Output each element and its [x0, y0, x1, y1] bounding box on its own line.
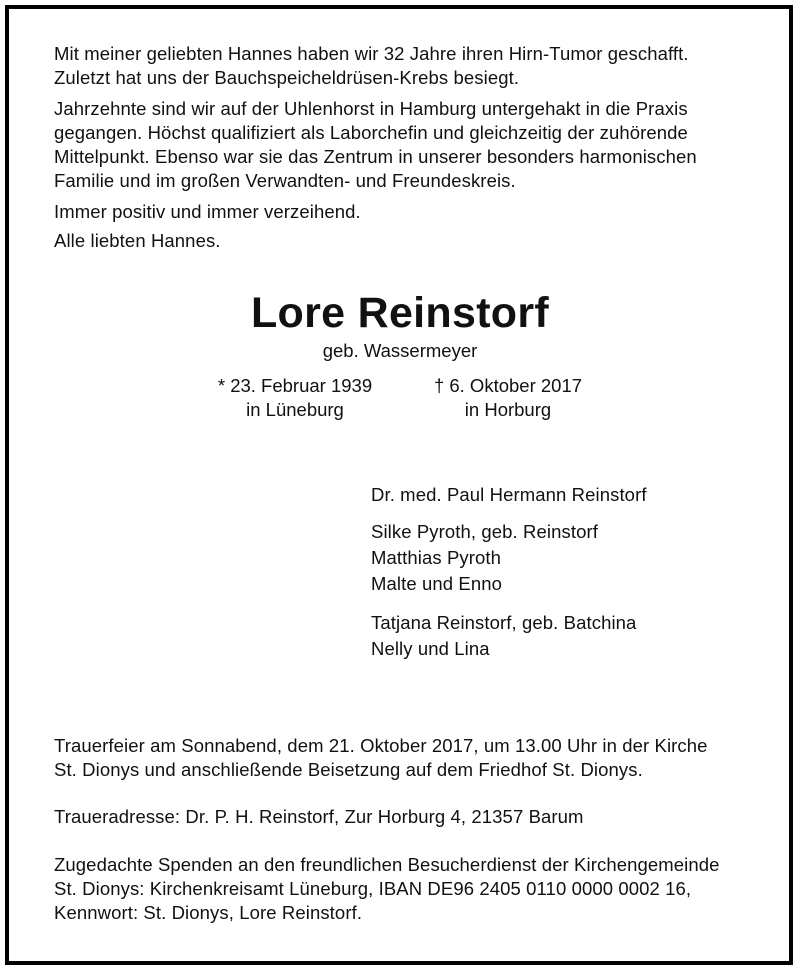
intro-paragraph-2-line-1: Jahrzehnte sind wir auf der Uhlenhorst in Hamburg untergehakt in die Praxis	[54, 98, 688, 119]
death-place: in Horburg	[464, 399, 552, 420]
birth-date: * 23. Februar 1939	[217, 375, 373, 396]
donations-line-3: Kennwort: St. Dionys, Lore Reinstorf.	[54, 902, 363, 923]
death-date: † 6. Oktober 2017	[433, 375, 583, 396]
maiden-name: geb. Wassermeyer	[322, 340, 478, 361]
mourner-name: Matthias Pyroth	[371, 547, 502, 568]
mourning-address: Traueradresse: Dr. P. H. Reinstorf, Zur Horburg 4, 21357 Barum	[54, 806, 584, 827]
intro-paragraph-2-line-3: Mittelpunkt. Ebenso war sie das Zentrum in unserer besonders harmonischen	[54, 146, 697, 167]
intro-paragraph-2-line-4: Familie und im großen Verwandten- und Freundeskreis.	[54, 170, 516, 191]
mourner-name: Tatjana Reinstorf, geb. Batchina	[371, 612, 637, 633]
mourner-name: Malte und Enno	[371, 573, 502, 594]
service-line-1: Trauerfeier am Sonnabend, dem 21. Oktober 2017, um 13.00 Uhr in der Kirche	[54, 735, 708, 756]
intro-paragraph-1-line-2: Zuletzt hat uns der Bauchspeicheldrüsen-Krebs besiegt.	[54, 67, 520, 88]
birth-place: in Lüneburg	[246, 399, 344, 420]
service-line-2: St. Dionys und anschließende Beisetzung auf dem Friedhof St. Dionys.	[54, 759, 643, 780]
intro-paragraph-2-line-2: gegangen. Höchst qualifiziert als Laborchefin und gleichzeitig der zuhörende	[54, 122, 688, 143]
mourner-name: Nelly und Lina	[371, 638, 490, 659]
deceased-name: Lore Reinstorf	[250, 289, 550, 337]
donations-line-1: Zugedachte Spenden an den freundlichen Besucherdienst der Kirchengemeinde	[54, 854, 720, 875]
intro-paragraph-3: Immer positiv und immer verzeihend.	[54, 201, 361, 222]
mourner-name: Dr. med. Paul Hermann Reinstorf	[371, 484, 647, 505]
intro-paragraph-4: Alle liebten Hannes.	[54, 230, 221, 251]
mourner-name: Silke Pyroth, geb. Reinstorf	[371, 521, 598, 542]
intro-paragraph-1-line-1: Mit meiner geliebten Hannes haben wir 32 Jahre ihren Hirn-Tumor geschafft.	[54, 43, 689, 64]
donations-line-2: St. Dionys: Kirchenkreisamt Lüneburg, IBAN DE96 2405 0110 0000 0002 16,	[54, 878, 692, 899]
